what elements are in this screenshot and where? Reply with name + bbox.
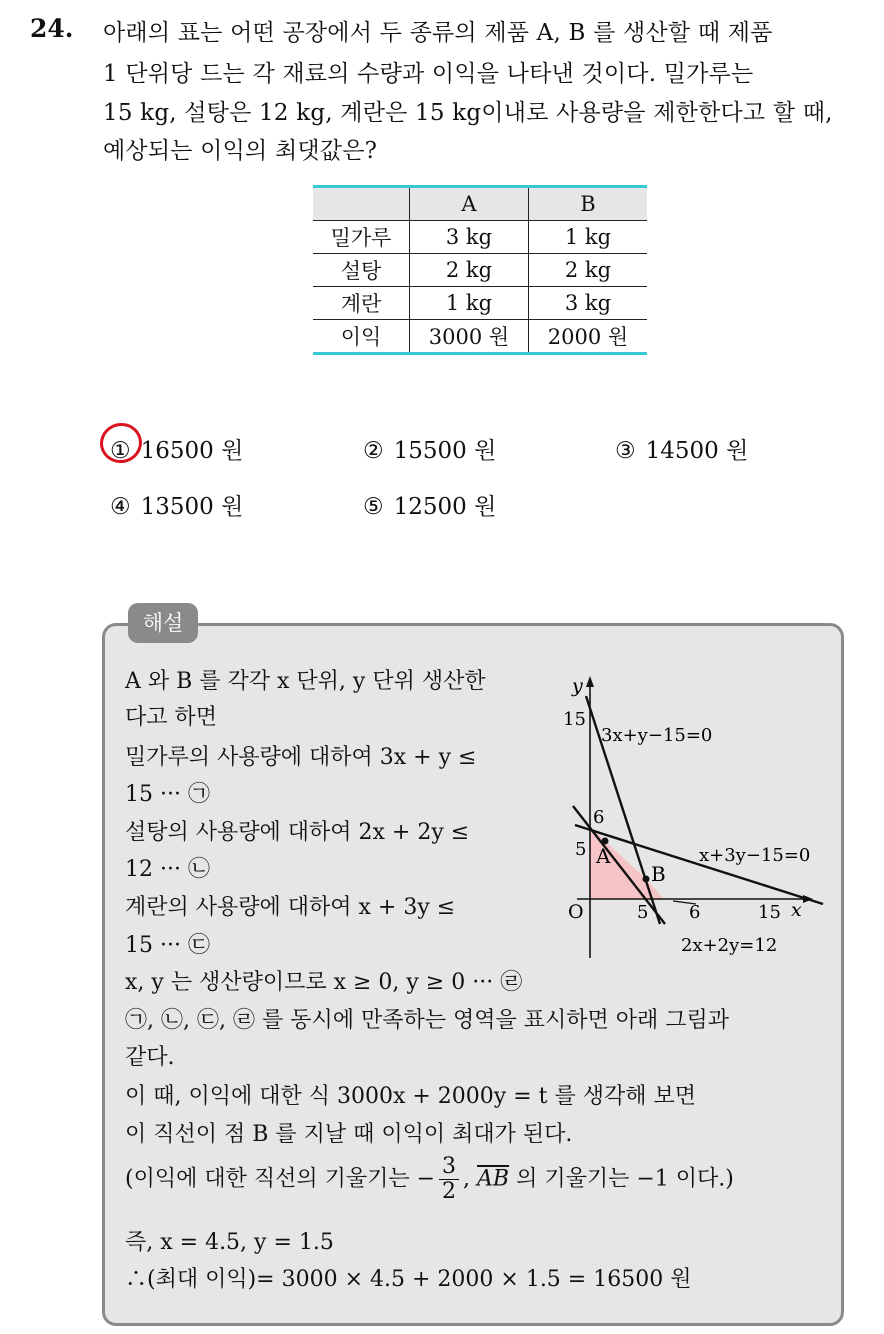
table-cell: 1 kg <box>529 221 648 254</box>
table-row <box>313 287 647 320</box>
result-line: ∴(최대 이익)= 3000 × 4.5 + 2000 × 1.5 = 16500 원 <box>125 1267 692 1292</box>
solution-line: 이 때, 이익에 대한 식 3000x + 2000y = t 를 생각해 보면 <box>125 1084 696 1109</box>
line-label: 3x+y−15=0 <box>601 725 713 746</box>
choice-4[interactable] <box>110 488 243 521</box>
solution-line: 이 직선이 점 B 를 지날 때 이익이 최대가 된다. <box>125 1122 573 1147</box>
solution-tag: 해설 <box>128 603 198 643</box>
question-line: 아래의 표는 어떤 공장에서 두 종류의 제품 A, B 를 생산할 때 제품 <box>103 20 773 46</box>
result-line: 즉, x = 4.5, y = 1.5 <box>125 1230 334 1255</box>
choice-number: ② <box>363 438 384 464</box>
solution-line: x, y 는 생산량이므로 x ≥ 0, y ≥ 0 ··· ㉣ <box>125 970 523 995</box>
choice-2[interactable] <box>363 432 496 465</box>
choice-text: 16500 원 <box>140 438 244 464</box>
segment-label: $\overline{AB}$ <box>477 1166 510 1192</box>
fraction-denominator: 2 <box>442 1179 457 1205</box>
x-tick-label: 6 <box>689 902 701 923</box>
table-cell: 3 kg <box>529 287 648 320</box>
slope-comma: , <box>463 1166 471 1192</box>
line-label: 2x+2y=12 <box>681 935 778 956</box>
x-axis-label: x <box>791 899 802 921</box>
material-table <box>313 185 647 355</box>
table-cell: A <box>410 187 529 221</box>
solution-line: 15 ··· ㉢ <box>125 933 210 958</box>
table-cell: 2 kg <box>529 254 648 287</box>
table-cell: 이익 <box>313 320 410 354</box>
table-cell: B <box>529 187 648 221</box>
solution-line: 같다. <box>125 1045 175 1070</box>
choice-3[interactable] <box>615 432 748 465</box>
x-tick-label: 5 <box>637 902 649 923</box>
fraction-numerator: 3 <box>439 1155 459 1180</box>
choice-text: 13500 원 <box>140 494 244 520</box>
y-tick-label: 5 <box>575 839 587 860</box>
solution-line: A 와 B 를 각각 x 단위, y 단위 생산한 <box>125 669 486 694</box>
point-a-label: A <box>596 844 611 868</box>
point-b-label: B <box>651 862 666 886</box>
choice-number: ③ <box>615 438 636 464</box>
choice-number: ① <box>110 438 131 464</box>
solution-line: ㉠, ㉡, ㉢, ㉣ 를 동시에 만족하는 영역을 표시하면 아래 그림과 <box>125 1008 729 1033</box>
table-cell: 2000 원 <box>529 320 648 354</box>
question-number: 24. <box>30 14 74 43</box>
table-cell: 3 kg <box>410 221 529 254</box>
x-tick-label: 15 <box>758 902 781 923</box>
y-tick-label: 6 <box>593 807 605 828</box>
solution-line: 설탕의 사용량에 대하여 2x + 2y ≤ <box>125 820 470 845</box>
choice-text: 15500 원 <box>393 438 497 464</box>
choice-text: 14500 원 <box>645 438 749 464</box>
slope-prefix: (이익에 대한 직선의 기울기는 − <box>125 1166 436 1192</box>
question-line: 예상되는 이익의 최댓값은? <box>103 138 378 164</box>
y-axis-label: y <box>572 675 583 697</box>
table-header-row <box>313 187 647 221</box>
table-cell: 1 kg <box>410 287 529 320</box>
choice-text: 12500 원 <box>393 494 497 520</box>
table-cell: 설탕 <box>313 254 410 287</box>
choice-number: ⑤ <box>363 494 384 520</box>
point-b-dot <box>643 876 650 883</box>
question-line: 15 kg, 설탕은 12 kg, 계란은 15 kg이내로 사용량을 제한한다고 할 때, <box>103 100 833 126</box>
solution-line: 12 ··· ㉡ <box>125 857 210 882</box>
table-cell: 3000 원 <box>410 320 529 354</box>
question-line: 1 단위당 드는 각 재료의 수량과 이익을 나타낸 것이다. 밀가루는 <box>103 61 754 87</box>
solution-line: 밀가루의 사용량에 대하여 3x + y ≤ <box>125 745 477 770</box>
table-cell: 계란 <box>313 287 410 320</box>
solution-line: 다고 하면 <box>125 705 218 730</box>
y-tick-label: 15 <box>563 709 586 730</box>
line-label: x+3y−15=0 <box>699 845 811 866</box>
table-cell: 2 kg <box>410 254 529 287</box>
slope-fraction <box>439 1155 459 1204</box>
slope-line <box>125 1155 734 1204</box>
table-row <box>313 221 647 254</box>
origin-label: O <box>568 901 584 923</box>
table-cell <box>313 187 410 221</box>
table-row <box>313 320 647 354</box>
choice-number: ④ <box>110 494 131 520</box>
table-cell: 밀가루 <box>313 221 410 254</box>
solution-line: 15 ··· ㉠ <box>125 782 210 807</box>
feasible-region-graph <box>555 668 825 958</box>
table-row <box>313 254 647 287</box>
choice-5[interactable] <box>363 488 496 521</box>
y-axis-arrow <box>586 676 594 687</box>
solution-line: 계란의 사용량에 대하여 x + 3y ≤ <box>125 895 456 920</box>
slope-suffix: 의 기울기는 −1 이다.) <box>516 1166 734 1192</box>
